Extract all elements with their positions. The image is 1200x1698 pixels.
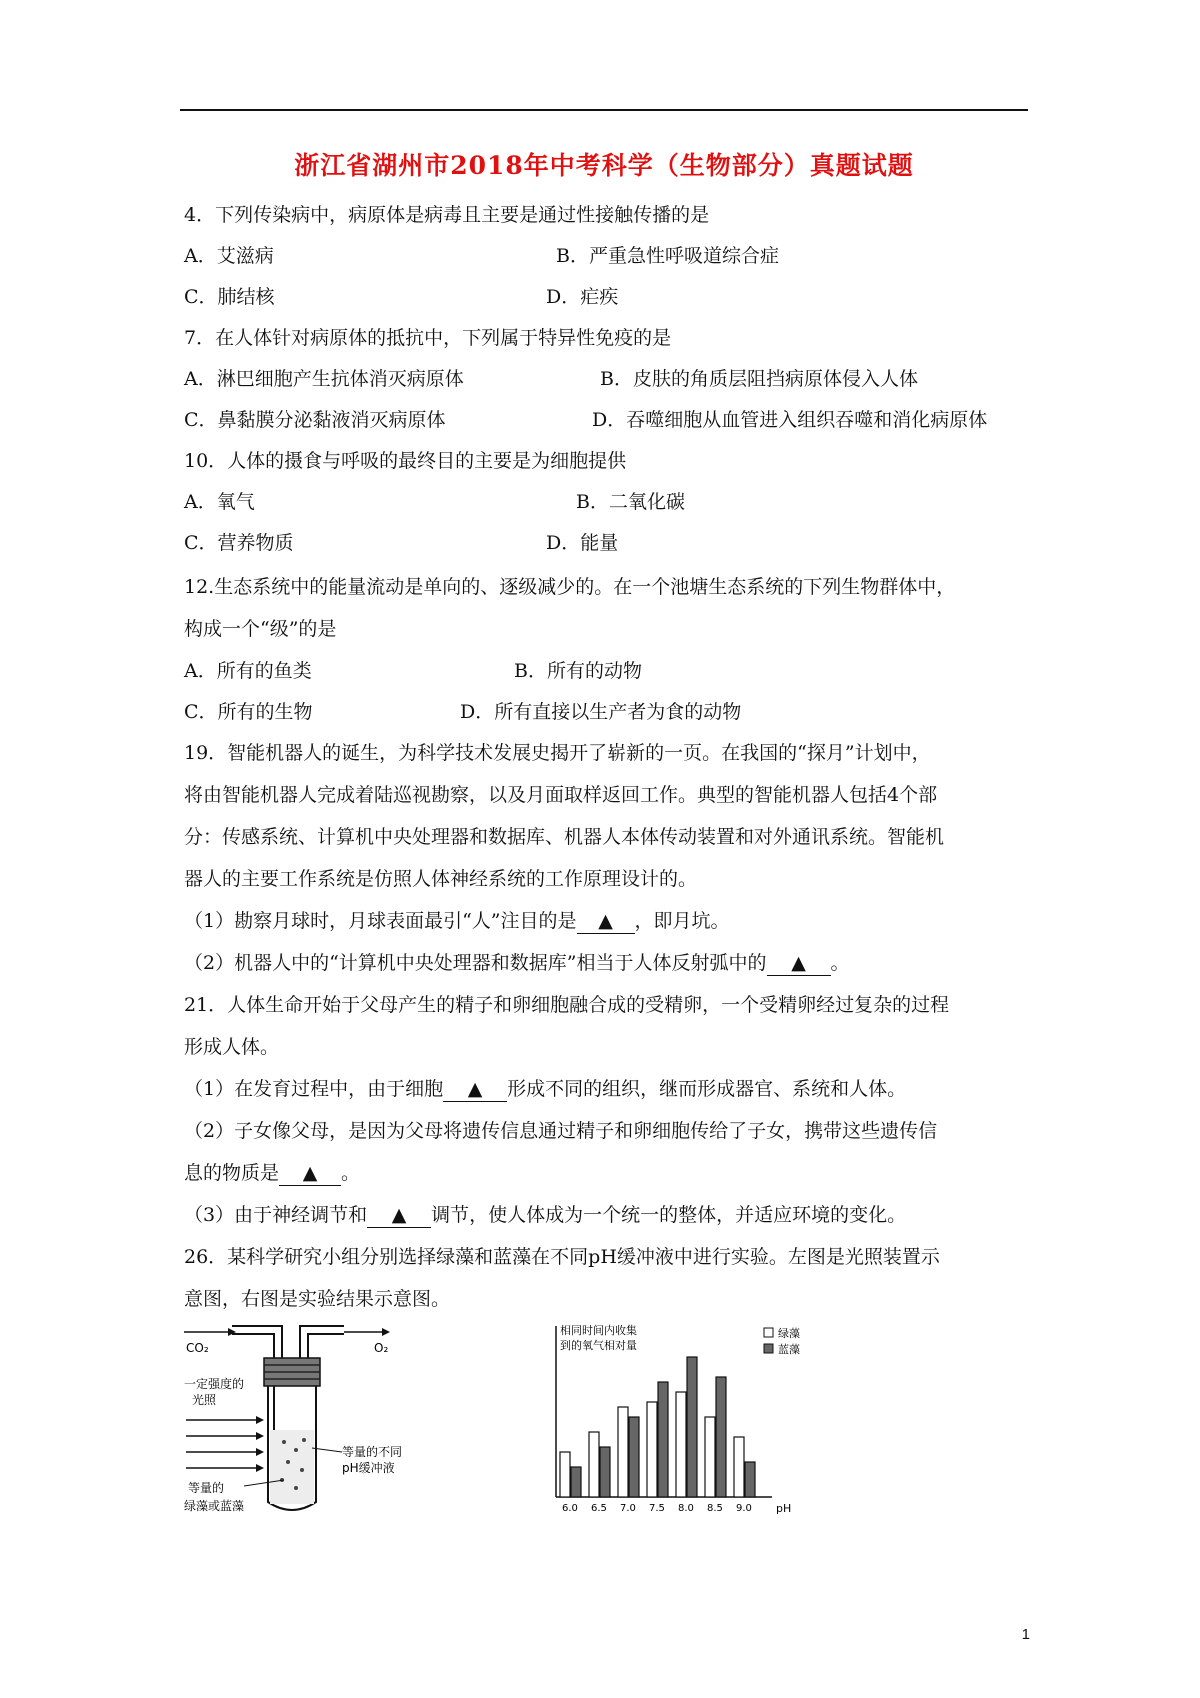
chart-xlabel: pH (776, 1502, 792, 1515)
q12-stem-line1: 12.生态系统中的能量流动是单向的、逐级减少的。在一个池塘生态系统的下列生物群体中， (184, 576, 956, 598)
q21-subq3-tail: 调节，使人体成为一个统一的整体，并适应环境的变化。 (431, 1204, 907, 1226)
q21-subq3 (184, 1203, 906, 1228)
legend-label: 绿藻 (778, 1327, 800, 1340)
q19-para-line1: 19．智能机器人的诞生，为科学技术发展史揭开了崭新的一页。在我国的“探月”计划中， (184, 742, 931, 764)
q4-option-c: C．肺结核 (184, 286, 275, 308)
q19-para-line4: 器人的主要工作系统是仿照人体神经系统的工作原理设计的。 (184, 868, 698, 890)
x-tick-label: 7.5 (649, 1503, 665, 1514)
algae-dot (294, 1486, 298, 1490)
co2-label: CO₂ (186, 1341, 209, 1355)
bar-blue-algae-8.0 (687, 1357, 697, 1497)
q7-option-c: C．鼻黏膜分泌黏液消灭病原体 (184, 409, 446, 431)
legend-swatch (764, 1328, 773, 1337)
q19-subq1 (184, 909, 730, 934)
q21-subq2-tail: 。 (341, 1162, 361, 1184)
q21-subq2-line1: （2）子女像父母，是因为父母将遗传信息通过精子和卵细胞传给了子女，携带这些遗传信 (184, 1120, 938, 1142)
q12-stem-line2: 构成一个“级”的是 (184, 618, 337, 640)
q19-subq1-tail: ，即月坑。 (634, 910, 730, 932)
bar-green-algae-8.5 (705, 1417, 715, 1497)
answer-blank[interactable]: ▲ (767, 951, 831, 976)
q19-para-line2: 将由智能机器人完成着陆巡视勘察，以及月面取样返回工作。典型的智能机器人包括4个部 (184, 784, 938, 806)
q21-subq2-line2 (184, 1161, 360, 1186)
x-tick-label: 8.0 (678, 1503, 694, 1514)
q26-para-line1: 26．某科学研究小组分别选择绿藻和蓝藻在不同pH缓冲液中进行实验。左图是光照装置示 (184, 1246, 940, 1268)
q12-option-d: D．所有直接以生产者为食的动物 (460, 701, 742, 723)
q21-subq3-text: （3）由于神经调节和 (184, 1204, 368, 1226)
bar-blue-algae-8.5 (716, 1377, 726, 1497)
oxygen-bar-chart (540, 1322, 840, 1522)
q7-option-b: B．皮肤的角质层阻挡病原体侵入人体 (600, 368, 918, 390)
algae-dot (294, 1448, 298, 1452)
q10-option-d: D．能量 (546, 532, 619, 554)
o2-label: O₂ (374, 1341, 389, 1355)
bar-green-algae-6.0 (560, 1452, 570, 1497)
q21-subq1 (184, 1077, 906, 1102)
q12-option-c: C．所有的生物 (184, 701, 313, 723)
bar-blue-algae-7.5 (658, 1382, 668, 1497)
chart-ylabel-line1: 相同时间内收集 (560, 1324, 637, 1337)
light-label-line1: 一定强度的 (184, 1377, 245, 1391)
outlet-tube-inner (308, 1334, 344, 1360)
algae-dot (286, 1460, 290, 1464)
header-rule (180, 109, 1028, 111)
x-tick-label: 9.0 (736, 1503, 752, 1514)
q4-option-d: D．疟疾 (546, 286, 619, 308)
bar-blue-algae-6.0 (571, 1467, 581, 1497)
x-tick-label: 8.5 (707, 1503, 723, 1514)
answer-blank[interactable]: ▲ (577, 909, 635, 934)
chart-legend (764, 1326, 800, 1356)
q4-stem: 4．下列传染病中，病原体是病毒且主要是通过性接触传播的是 (184, 204, 710, 226)
q7-option-a: A．淋巴细胞产生抗体消灭病原体 (184, 368, 464, 390)
chart-bars (560, 1357, 755, 1497)
buffer-label-line1: 等量的不同 (342, 1445, 403, 1459)
q21-subq1-tail: 形成不同的组织，继而形成器官、系统和人体。 (507, 1078, 907, 1100)
algae-label-line2: 绿藻或蓝藻 (184, 1499, 245, 1513)
page-number: 1 (1021, 1626, 1030, 1643)
light-arrows (186, 1416, 264, 1472)
chart-ylabel-line2: 到的氧气相对量 (560, 1339, 637, 1352)
light-label-line2: 光照 (192, 1393, 217, 1407)
q12-option-b: B．所有的动物 (514, 660, 642, 682)
page-title: 浙江省湖州市2018年中考科学（生物部分）真题试题 (294, 151, 914, 180)
q10-option-c: C．营养物质 (184, 532, 294, 554)
q4-option-b: B．严重急性呼吸道综合症 (556, 245, 779, 267)
algae-dot (300, 1468, 304, 1472)
q19-subq1-text: （1）勘察月球时，月球表面最引“人”注目的是 (184, 910, 577, 932)
q21-para-line1: 21．人体生命开始于父母产生的精子和卵细胞融合成的受精卵，一个受精卵经过复杂的过程 (184, 994, 950, 1016)
o2-arrow-head (382, 1328, 390, 1336)
chart-x-ticks (562, 1503, 752, 1514)
legend-swatch (764, 1344, 773, 1353)
q10-stem: 10．人体的摄食与呼吸的最终目的主要是为细胞提供 (184, 450, 627, 472)
q10-option-b: B．二氧化碳 (576, 491, 685, 513)
light-apparatus-diagram (184, 1320, 474, 1520)
q7-stem: 7．在人体针对病原体的抵抗中，下列属于特异性免疫的是 (184, 327, 672, 349)
algae-dot (282, 1440, 286, 1444)
answer-blank[interactable]: ▲ (443, 1077, 507, 1102)
q10-option-a: A．氧气 (184, 491, 255, 513)
bar-blue-algae-7.0 (629, 1417, 639, 1497)
answer-blank[interactable]: ▲ (367, 1203, 431, 1228)
q4-option-a: A．艾滋病 (184, 245, 274, 267)
bar-green-algae-9.0 (734, 1437, 744, 1497)
algae-dot (302, 1438, 306, 1442)
q21-subq1-text: （1）在发育过程中，由于细胞 (184, 1078, 444, 1100)
q26-para-line2: 意图，右图是实验结果示意图。 (184, 1288, 451, 1310)
x-tick-label: 6.5 (591, 1503, 607, 1514)
q21-para-line2: 形成人体。 (184, 1036, 280, 1058)
bar-green-algae-8.0 (676, 1392, 686, 1497)
q19-para-line3: 分：传感系统、计算机中央处理器和数据库、机器人本体传动装置和对外通讯系统。智能机 (184, 826, 945, 848)
x-tick-label: 6.0 (562, 1503, 578, 1514)
algae-label-line1: 等量的 (188, 1481, 225, 1495)
buffer-liquid (270, 1430, 314, 1504)
q21-subq2-text: 息的物质是 (184, 1162, 280, 1184)
q19-subq2-tail: 。 (830, 952, 850, 974)
bar-blue-algae-6.5 (600, 1447, 610, 1497)
bar-green-algae-6.5 (589, 1432, 599, 1497)
x-tick-label: 7.0 (620, 1503, 636, 1514)
bar-green-algae-7.5 (647, 1402, 657, 1497)
q12-option-a: A．所有的鱼类 (184, 660, 312, 682)
bar-green-algae-7.0 (618, 1407, 628, 1497)
bar-blue-algae-9.0 (745, 1462, 755, 1497)
answer-blank[interactable]: ▲ (279, 1161, 341, 1186)
legend-label: 蓝藻 (778, 1343, 800, 1356)
q19-subq2 (184, 951, 850, 976)
q19-subq2-text: （2）机器人中的“计算机中央处理器和数据库”相当于人体反射弧中的 (184, 952, 767, 974)
q7-option-d: D．吞噬细胞从血管进入组织吞噬和消化病原体 (592, 409, 988, 431)
buffer-label-line2: pH缓冲液 (342, 1461, 395, 1475)
outlet-tube (300, 1326, 344, 1360)
